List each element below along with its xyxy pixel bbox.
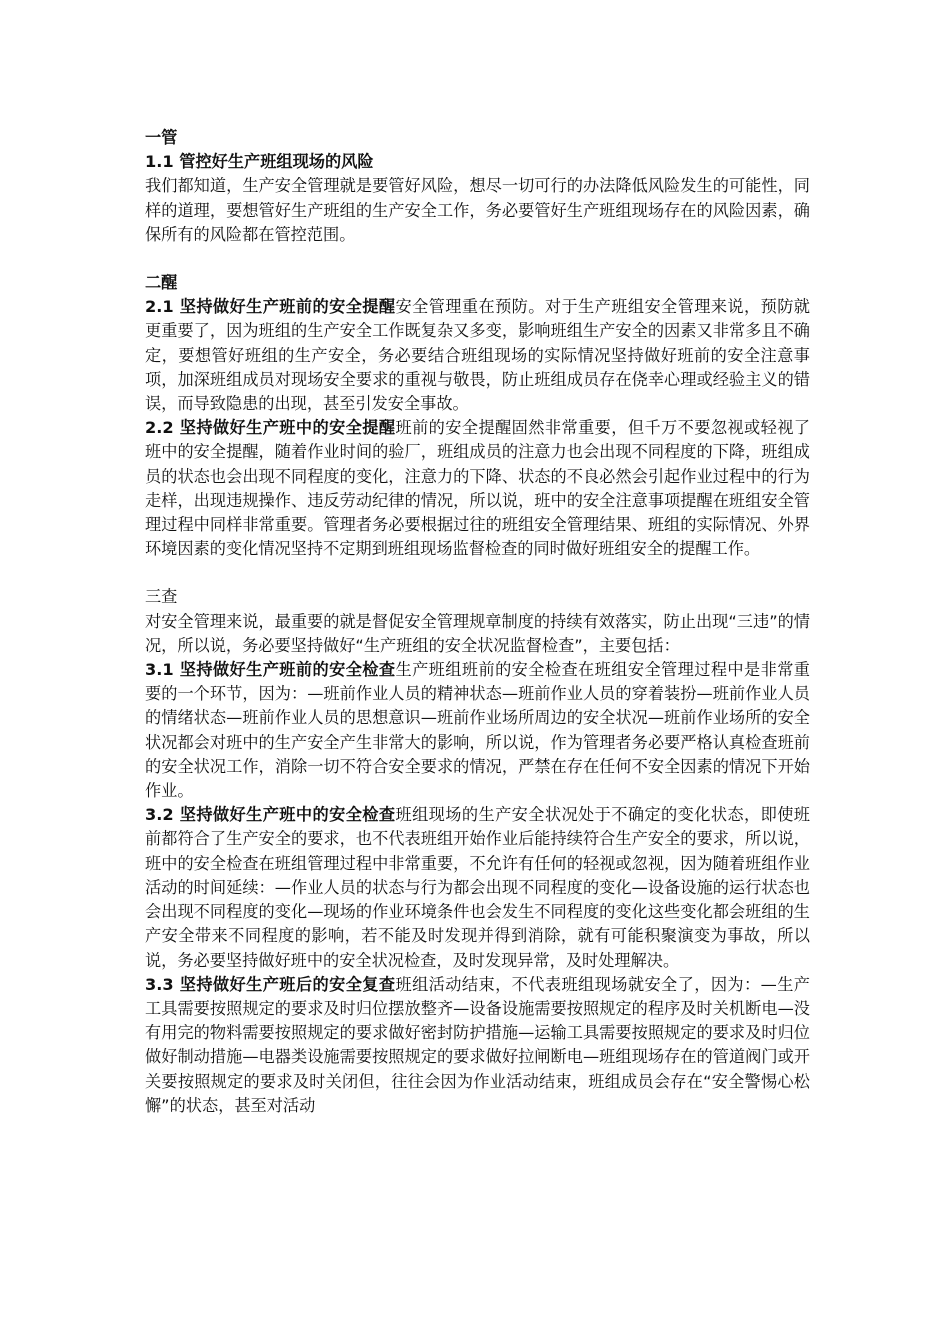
section-3-3-text: 班组活动结束，不代表班组现场就安全了，因为：—生产工具需要按照规定的要求及时归位摆放整齐—设备设施需要按照规定的程序及时关机断电—没有用完的物料需要按照规定的要求做好密封防护措施—运输工具需要按照规定的要求及时归位做好制动措施—电器类设施需要按照规定的要求做好拉闸断电—班组现场存在的管道阀门或开关要按照规定的要求及时关闭但，往往会因为作业活动结束，班组成员会存在“安全警惕心松懈”的状态，甚至对活动 bbox=[145, 974, 810, 1115]
section-2-heading: 二醒 bbox=[145, 273, 178, 293]
section-2-1-paragraph bbox=[145, 295, 810, 416]
section-2-1-text: 安全管理重在预防。对于生产班组安全管理来说，预防就更重要了，因为班组的生产安全工作既复杂又多变，影响班组生产安全的因素又非常多且不确定，要想管好班组的生产安全，务必要结合班组现场的实际情况坚持做好班前的安全注意事项，加深班组成员对现场安全要求的重视与敬畏，防止班组成员存在侥幸心理或经验主义的错误，而导致隐患的出现，甚至引发安全事故。 bbox=[145, 297, 810, 414]
section-2-2-paragraph bbox=[145, 416, 810, 561]
section-3-1-text: 生产班组班前的安全检查在班组安全管理过程中是非常重要的一个环节，因为：—班前作业人员的精神状态—班前作业人员的穿着装扮—班前作业人员的情绪状态—班前作业人员的思想意识—班前作业场所周边的安全状况—班前作业场所的安全状况都会对班中的生产安全产生非常大的影响，所以说，作为管理者务必要严格认真检查班前的安全状况工作，消除一切不符合安全要求的情况，严禁在存在任何不安全因素的情况下开始作业。 bbox=[145, 660, 810, 801]
section-3-2-paragraph bbox=[145, 803, 810, 972]
section-spacer bbox=[145, 561, 810, 585]
document-body bbox=[145, 126, 810, 1118]
section-3-3-paragraph bbox=[145, 973, 810, 1118]
section-spacer bbox=[145, 247, 810, 271]
section-3-1-paragraph bbox=[145, 658, 810, 803]
section-1-heading: 一管 bbox=[145, 128, 178, 147]
section-3-intro: 对安全管理来说，最重要的就是督促安全管理规章制度的持续有效落实，防止出现“三违”的情况，所以说，务必要坚持做好“生产班组的安全状况监督检查”，主要包括： bbox=[145, 611, 810, 655]
section-3-2-text: 班组现场的生产安全状况处于不确定的变化状态，即使班前都符合了生产安全的要求，也不代表班组开始作业后能持续符合生产安全的要求，所以说，班中的安全检查在班组管理过程中非常重要，不允许有任何的轻视或忽视，因为随着班组作业活动的时间延续：—作业人员的状态与行为都会出现不同程度的变化—设备设施的运行状态也会出现不同程度的变化—现场的作业环境条件也会发生不同程度的变化这些变化都会班组的生产安全带来不同程度的影响，若不能及时发现并得到消除，就有可能积聚演变为事故，所以说，务必要坚持做好班中的安全状况检查，及时发现异常，及时处理解决。 bbox=[145, 805, 810, 970]
section-1-1-paragraph: 我们都知道，生产安全管理就是要管好风险，想尽一切可行的办法降低风险发生的可能性，同样的道理，要想管好生产班组的生产安全工作，务必要管好生产班组现场存在的风险因素，确保所有的风险都在管控范围。 bbox=[145, 176, 810, 244]
section-3-2-heading: 3.2 坚持做好生产班中的安全检查 bbox=[145, 805, 396, 825]
section-2-2-heading: 2.2 坚持做好生产班中的安全提醒 bbox=[145, 418, 396, 438]
section-3-3-heading: 3.3 坚持做好生产班后的安全复查 bbox=[145, 974, 396, 994]
section-3-heading: 三查 bbox=[145, 587, 178, 607]
section-2-1-heading: 2.1 坚持做好生产班前的安全提醒 bbox=[145, 297, 396, 317]
section-3-1-heading: 3.1 坚持做好生产班前的安全检查 bbox=[145, 660, 396, 680]
section-2-2-text: 班前的安全提醒固然非常重要，但千万不要忽视或轻视了班中的安全提醒，随着作业时间的验厂，班组成员的注意力也会出现不同程度的下降，班组成员的状态也会出现不同程度的变化，注意力的下降、状态的不良必然会引起作业过程中的行为走样，出现违规操作、违反劳动纪律的情况，所以说，班中的安全注意事项提醒在班组安全管理过程中同样非常重要。管理者务必要根据过往的班组安全管理结果、班组的实际情况、外界环境因素的变化情况坚持不定期到班组现场监督检查的同时做好班组安全的提醒工作。 bbox=[145, 418, 810, 559]
section-1-1-heading: 1.1 管控好生产班组现场的风险 bbox=[145, 152, 374, 172]
